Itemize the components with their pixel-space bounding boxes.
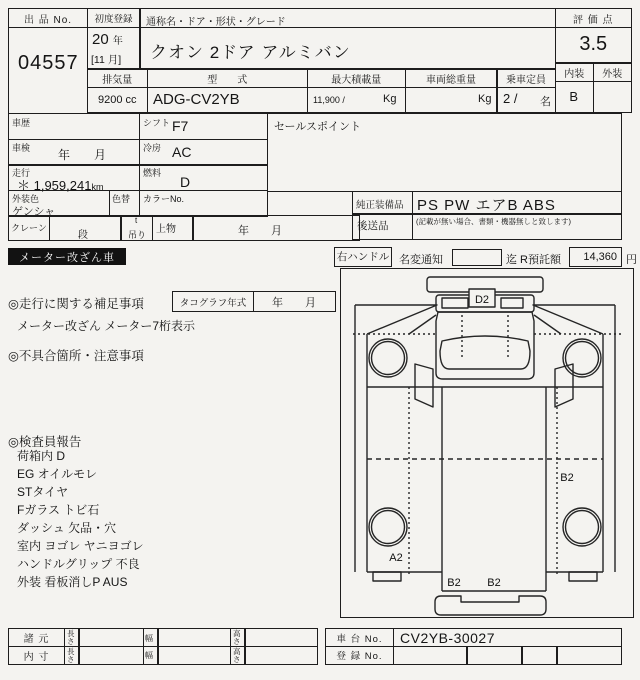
- side-panel-right: [533, 305, 615, 572]
- equip-value: PS PW エアB ABS: [417, 197, 556, 214]
- vehicle-name: クオン 2ドア アルミバン: [150, 43, 351, 62]
- lot-no-value: 04557: [18, 52, 79, 74]
- damage-label-d2: D2: [474, 294, 490, 306]
- mileage-note-title: ◎走行に関する補足事項: [8, 297, 144, 311]
- front-wheel-right-inner: [566, 342, 599, 375]
- front-lamp-right: [501, 298, 523, 308]
- later-note: (記載が無い場合、書類・機器無しと致します): [416, 217, 571, 226]
- first-reg-year-unit: 年: [112, 36, 123, 47]
- damage-label-b2-right: B2: [560, 472, 574, 484]
- crane-dan-label: 段: [78, 230, 88, 241]
- inspector-item: 荷箱内 D: [17, 449, 66, 463]
- inspector-item: Fガラス トビ石: [17, 503, 100, 517]
- fuel-value: D: [180, 174, 191, 190]
- rear-bumper: [435, 596, 546, 615]
- inspector-item: 外装 看板消しP AUS: [17, 575, 128, 589]
- first-reg-month: [11 月]: [91, 54, 122, 66]
- later-label: 後送品: [357, 220, 389, 232]
- score-header: 評 価 点: [555, 8, 633, 28]
- capacity-value: 2 /: [503, 91, 518, 106]
- until-label: 迄: [506, 254, 517, 266]
- spec-length-value: [78, 628, 144, 647]
- front-wheel-left-inner: [372, 342, 405, 375]
- exterior-header: 外装: [593, 62, 633, 82]
- door-left: [415, 364, 433, 407]
- interior-header: 内装: [555, 62, 595, 82]
- spec-width-label: 幅: [145, 634, 153, 643]
- truck-schematic: [341, 269, 632, 616]
- rear-wheel-left-inner: [372, 511, 405, 544]
- inner-width-label: 幅: [145, 651, 153, 660]
- inspector-item: STタイヤ: [17, 485, 69, 499]
- mud-flap-left: [373, 572, 401, 581]
- deposit-value: 14,360: [583, 251, 617, 263]
- defect-title: ◎不具合箇所・注意事項: [8, 349, 144, 363]
- rename-value-box: [452, 249, 502, 266]
- equip-label: 純正装備品: [356, 200, 404, 211]
- damage-label-a2: A2: [389, 552, 403, 564]
- shift-label: シフト: [143, 118, 171, 128]
- displacement-cell: 9200 cc: [87, 87, 149, 113]
- inspector-item: EG オイルモレ: [17, 467, 98, 481]
- inspector-item: ハンドルグリップ 不良: [17, 557, 140, 571]
- gross-weight-header: 車両総重量: [405, 68, 498, 88]
- rear-wheel-left: [369, 508, 407, 546]
- mileage-number: ＊ 1,959,241: [17, 178, 92, 193]
- ac-value: AC: [172, 144, 192, 160]
- rename-label: 名変通知: [399, 254, 443, 266]
- ext-color-label: 外装色: [12, 194, 40, 204]
- exterior-grade: [593, 81, 633, 113]
- mileage-label: 走行: [12, 168, 31, 178]
- lot-no-header: 出 品 No.: [8, 8, 88, 28]
- body-label: 上物: [156, 224, 176, 235]
- inner-height-value: [244, 646, 318, 665]
- sales-point-label: セールスポイント: [274, 121, 362, 133]
- reg-no-cell-2: [466, 646, 523, 665]
- score-value: 3.5: [579, 33, 608, 55]
- name-header: 通称名・ドア・形状・グレード: [146, 17, 286, 28]
- vehicle-diagram-box: [340, 268, 634, 618]
- mirror-arm-left: [409, 315, 436, 334]
- inspector-item: ダッシュ 欠品・穴: [17, 521, 117, 535]
- crane-tsuri-label: 吊り: [128, 230, 147, 240]
- inspector-item: 室内 ヨゴレ ヤニヨゴレ: [17, 539, 144, 553]
- inner-row-label: 内 寸: [8, 646, 65, 665]
- damage-label-b2-bottom-left: B2: [447, 577, 461, 589]
- front-wheel-right: [563, 339, 601, 377]
- spec-length-label: 長さ: [67, 629, 75, 646]
- body-value: 年 月: [238, 225, 282, 237]
- spec-height-label: 高さ: [233, 629, 241, 646]
- shaken-label: 車検: [12, 143, 31, 153]
- damage-label-b2-bottom-right: B2: [487, 577, 501, 589]
- gross-weight-unit: Kg: [478, 93, 492, 105]
- rear-wheel-right: [563, 508, 601, 546]
- reg-no-label: 登 録 No.: [325, 646, 394, 665]
- displacement-header: 排気量: [87, 68, 149, 88]
- front-lamp-left: [442, 298, 468, 308]
- interior-grade: B: [555, 81, 595, 113]
- recolor-label: 色替: [112, 194, 131, 204]
- mud-flap-right: [569, 572, 597, 581]
- max-load-value: 11,900 /: [313, 95, 345, 105]
- inspector-title: ◎検査員報告: [8, 435, 82, 449]
- ac-label: 冷房: [143, 143, 162, 153]
- yen-label: 円: [626, 254, 637, 266]
- model-value: ADG-CV2YB: [153, 91, 240, 108]
- chassis-no-value: CV2YB-30027: [400, 630, 496, 646]
- crane-t-label: t: [135, 216, 138, 225]
- rear-wheel-right-inner: [566, 511, 599, 544]
- shift-value: F7: [172, 118, 189, 134]
- history-label: 車歴: [12, 118, 31, 128]
- max-load-header: 最大積載量: [307, 68, 407, 88]
- first-reg-year-value: 20: [92, 31, 109, 48]
- first-reg-header: 初度登録: [87, 8, 141, 28]
- crane-label: クレーン: [11, 223, 47, 233]
- inner-height-label: 高さ: [233, 647, 241, 664]
- tacho-value-box: 年 月: [253, 291, 336, 312]
- reg-no-cell-1: [393, 646, 468, 665]
- reg-no-cell-4: [556, 646, 622, 665]
- first-reg-year: [92, 31, 123, 48]
- deposit-label: R預託額: [520, 254, 561, 266]
- spec-height-value: [244, 628, 318, 647]
- chassis-no-label: 車 台 No.: [325, 628, 394, 647]
- shaken-value: 年 月: [58, 148, 107, 162]
- ext-color-value: ゲンシャ: [12, 206, 56, 218]
- meter-tampered-badge: メーター改ざん車: [8, 248, 126, 265]
- mileage-note: メーター改ざん メーター7桁表示: [17, 319, 196, 333]
- side-panel-left: [355, 305, 437, 572]
- front-wheel-left: [369, 339, 407, 377]
- mileage-unit: km: [91, 182, 104, 192]
- inner-width-value: [157, 646, 231, 665]
- rhd-box: 右ハンドル: [334, 247, 392, 267]
- model-header: 型 式: [147, 68, 309, 88]
- tacho-label-box: タコグラフ年式: [172, 291, 254, 312]
- mirror-arm-right: [534, 315, 561, 334]
- reg-no-cell-3: [521, 646, 558, 665]
- inner-length-label: 長さ: [67, 647, 75, 664]
- max-load-unit: Kg: [383, 93, 397, 105]
- spec-row-label: 諸 元: [8, 628, 65, 647]
- fuel-label: 燃料: [143, 168, 162, 178]
- inner-length-value: [78, 646, 144, 665]
- color-no-label: カラーNo.: [143, 194, 185, 204]
- windshield: [440, 336, 530, 369]
- capacity-unit: 名: [540, 96, 551, 108]
- capacity-header: 乗車定員: [496, 68, 556, 88]
- spec-width-value: [157, 628, 231, 647]
